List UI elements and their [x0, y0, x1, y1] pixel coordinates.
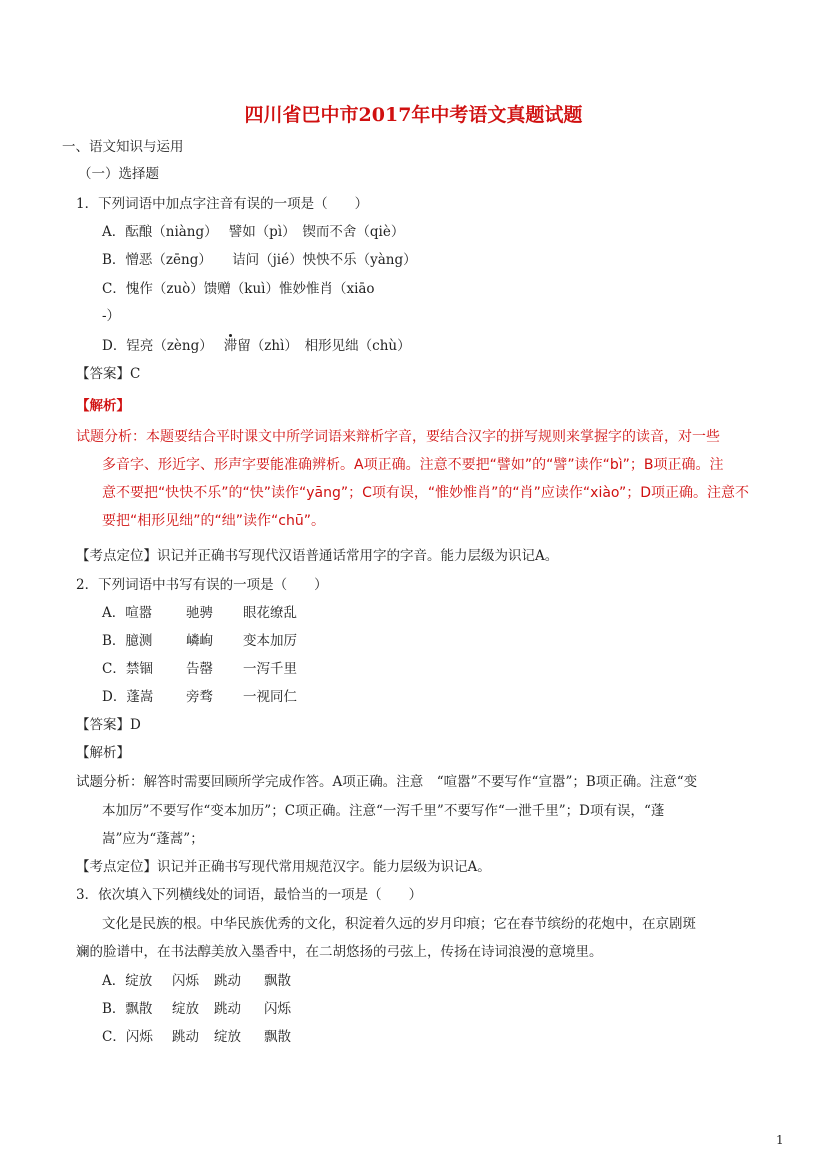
q3-option [102, 972, 291, 990]
subsection-heading: （一）选择题 [78, 166, 159, 182]
q2-answer: 【答案】D [76, 717, 141, 733]
analysis-line: 试题分析：本题要结合平时课文中所学词语来辩析字音，要结合汉字的拼写规则来掌握字的读音，对一些 [76, 429, 720, 445]
q1-option-b: B．憎恶（zēng） 诘问（jié）怏怏不乐（yàng） [102, 252, 417, 268]
analysis-line: 多音字、形近字、形声字要能准确辨析。A项正确。注意不要把“譬如”的“譬”读作“bì”；B项正确。注 [102, 457, 724, 473]
q1-kaodian: 【考点定位】识记并正确书写现代汉语普通话常用字的字音。能力层级为识记A。 [76, 548, 559, 564]
q1-option-c: C．愧作（zuò）馈赠（kuì）惟妙惟肖（xiāo [102, 281, 375, 297]
analysis-line: 本加厉”不要写作“变本加历”；C项正确。注意“一泻千里”不要写作“一泄千里”；D项有误，“蓬 [102, 803, 665, 819]
q1-analysis-label: 【解析】 [76, 398, 130, 414]
page-title: 四川省巴中市2017年中考语文真题试题 [244, 104, 583, 126]
option-word: 跳动 [172, 1029, 199, 1045]
option-label: A．绽放 [102, 973, 153, 989]
q1-answer: 【答案】C [76, 366, 141, 382]
option-word: 驰骋 [186, 605, 213, 621]
q3-passage-line: 斓的脸谱中，在书法醇美放入墨香中，在二胡悠扬的弓弦上，传扬在诗词浪漫的意境里。 [76, 944, 603, 960]
option-word: 嶙峋 [186, 633, 213, 649]
option-word: 闪烁 [172, 973, 199, 989]
q1-stem: 1．下列词语中加点字注音有误的一项是（ ） [76, 196, 369, 212]
option-label: A．喧嚣 [102, 605, 153, 621]
option-label: D．蓬嵩 [102, 689, 154, 705]
page-number: 1 [776, 1133, 784, 1147]
q3-option [102, 1028, 291, 1046]
option-word: 飘散 [264, 1029, 291, 1045]
option-word: 跳动 [214, 1001, 241, 1017]
option-word: 变本加厉 [243, 633, 297, 649]
option-word: 告罄 [186, 661, 213, 677]
q3-passage-line: 文化是民族的根。中华民族优秀的文化，积淀着久远的岁月印痕；它在春节缤纷的花炮中，在京剧斑 [102, 916, 696, 932]
q1-analysis [76, 423, 756, 535]
q2-option [102, 632, 297, 650]
analysis-line: 试题分析：解答时需要回顾所学完成作答。A项正确。注意 “喧嚣”不要写作“宣嚣”；B项正确。注意“变 [76, 774, 698, 790]
option-word: 一泻千里 [243, 661, 297, 677]
analysis-line: 意不要把“快快不乐”的“快”读作“yāng”；C项有误，“惟妙惟肖”的“肖”应读作“xiào”；D项正确。注意不 [102, 485, 750, 501]
option-word: 飘散 [264, 973, 291, 989]
option-label: C．闪烁 [102, 1029, 153, 1045]
option-word: 跳动 [214, 973, 241, 989]
option-word: 绽放 [214, 1029, 241, 1045]
q1-option-c-cont: -） [102, 308, 121, 324]
option-word: 眼花缭乱 [243, 605, 297, 621]
q2-option [102, 688, 297, 706]
q1-option-a: A．酝酿（niàng） 譬如（pì） 锲而不舍（qiè） [102, 224, 405, 240]
section-heading: 一、语文知识与运用 [62, 139, 184, 155]
q2-option [102, 604, 297, 622]
q2-kaodian: 【考点定位】识记并正确书写现代常用规范汉字。能力层级为识记A。 [76, 859, 491, 875]
q2-option [102, 660, 297, 678]
q1-option-d: D．锃亮（zèng） 滞留（zhì） 相形见绌（chù） [102, 338, 411, 354]
option-label: C．禁锢 [102, 661, 153, 677]
analysis-line: 要把“相形见绌”的“绌”读作“chū”。 [102, 513, 325, 529]
q2-stem: 2．下列词语中书写有误的一项是（ ） [76, 577, 328, 593]
option-word: 绽放 [172, 1001, 199, 1017]
option-word: 一视同仁 [243, 689, 297, 705]
option-label: B．飘散 [102, 1001, 153, 1017]
option-label: B．臆测 [102, 633, 153, 649]
option-word: 旁骛 [186, 689, 213, 705]
analysis-line: 嵩”应为“蓬蒿”； [102, 831, 204, 847]
option-word: 闪烁 [264, 1001, 291, 1017]
q3-stem: 3．依次填入下列横线处的词语，最恰当的一项是（ ） [76, 887, 423, 903]
q2-analysis-label: 【解析】 [76, 745, 130, 761]
q3-option [102, 1000, 291, 1018]
